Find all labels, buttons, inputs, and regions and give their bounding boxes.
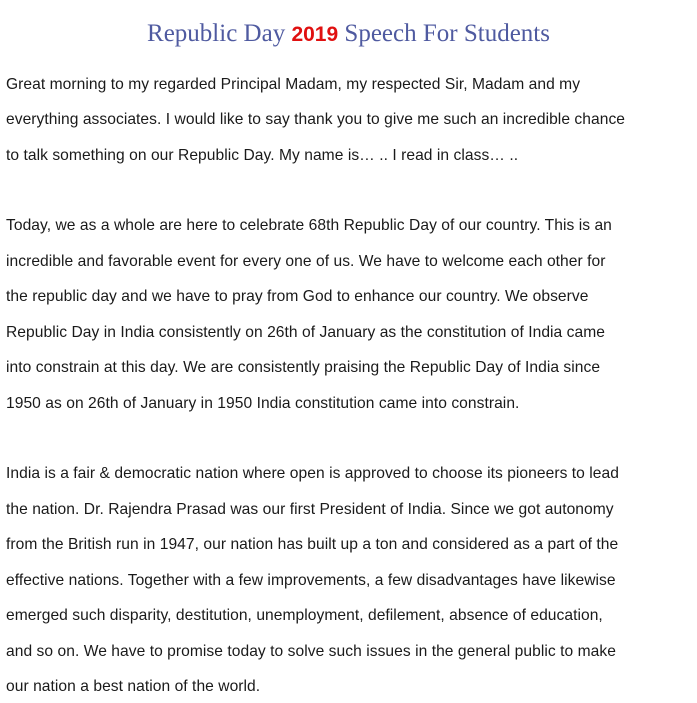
title-before: Republic Day <box>147 20 286 47</box>
paragraph-3-line-5: emerged such disparity, destitution, unemployment, defilement, absence of education, <box>6 607 603 624</box>
paragraph-3-line-2: the nation. Dr. Rajendra Prasad was our first President of India. Since we got autonomy <box>6 501 614 518</box>
paragraph-3-line-7: our nation a best nation of the world. <box>6 678 261 695</box>
paragraph-2-line-5: into constrain at this day. We are consistently praising the Republic Day of India since <box>6 359 601 376</box>
paragraph-1-line-3: to talk something on our Republic Day. My name is… .. I read in class… .. <box>6 147 519 164</box>
paragraph-1-line-1: Great morning to my regarded Principal Madam, my respected Sir, Madam and my <box>6 76 581 93</box>
paragraph-3-line-4: effective nations. Together with a few improvements, a few disadvantages have likewise <box>6 572 616 589</box>
paragraph-2-line-3: the republic day and we have to pray from God to enhance our country. We observe <box>6 288 589 305</box>
page-title <box>0 18 697 51</box>
paragraph-3-line-1: India is a fair & democratic nation where open is approved to choose its pioneers to lead <box>6 465 619 482</box>
paragraph-3-line-3: from the British run in 1947, our nation has built up a ton and considered as a part of the <box>6 536 619 553</box>
paragraph-2-line-6: 1950 as on 26th of January in 1950 India constitution came into constrain. <box>6 395 520 412</box>
title-after: Speech For Students <box>344 20 550 47</box>
paragraph-2-line-1: Today, we as a whole are here to celebrate 68th Republic Day of our country. This is an <box>6 217 612 234</box>
paragraph-2-line-2: incredible and favorable event for every one of us. We have to welcome each other for <box>6 253 606 270</box>
paragraph-3-line-6: and so on. We have to promise today to solve such issues in the general public to make <box>6 643 616 660</box>
paragraph-1-line-2: everything associates. I would like to say thank you to give me such an incredible chance <box>6 111 626 128</box>
title-year: 2019 <box>291 23 339 46</box>
paragraph-2-line-4: Republic Day in India consistently on 26th of January as the constitution of India came <box>6 324 605 341</box>
